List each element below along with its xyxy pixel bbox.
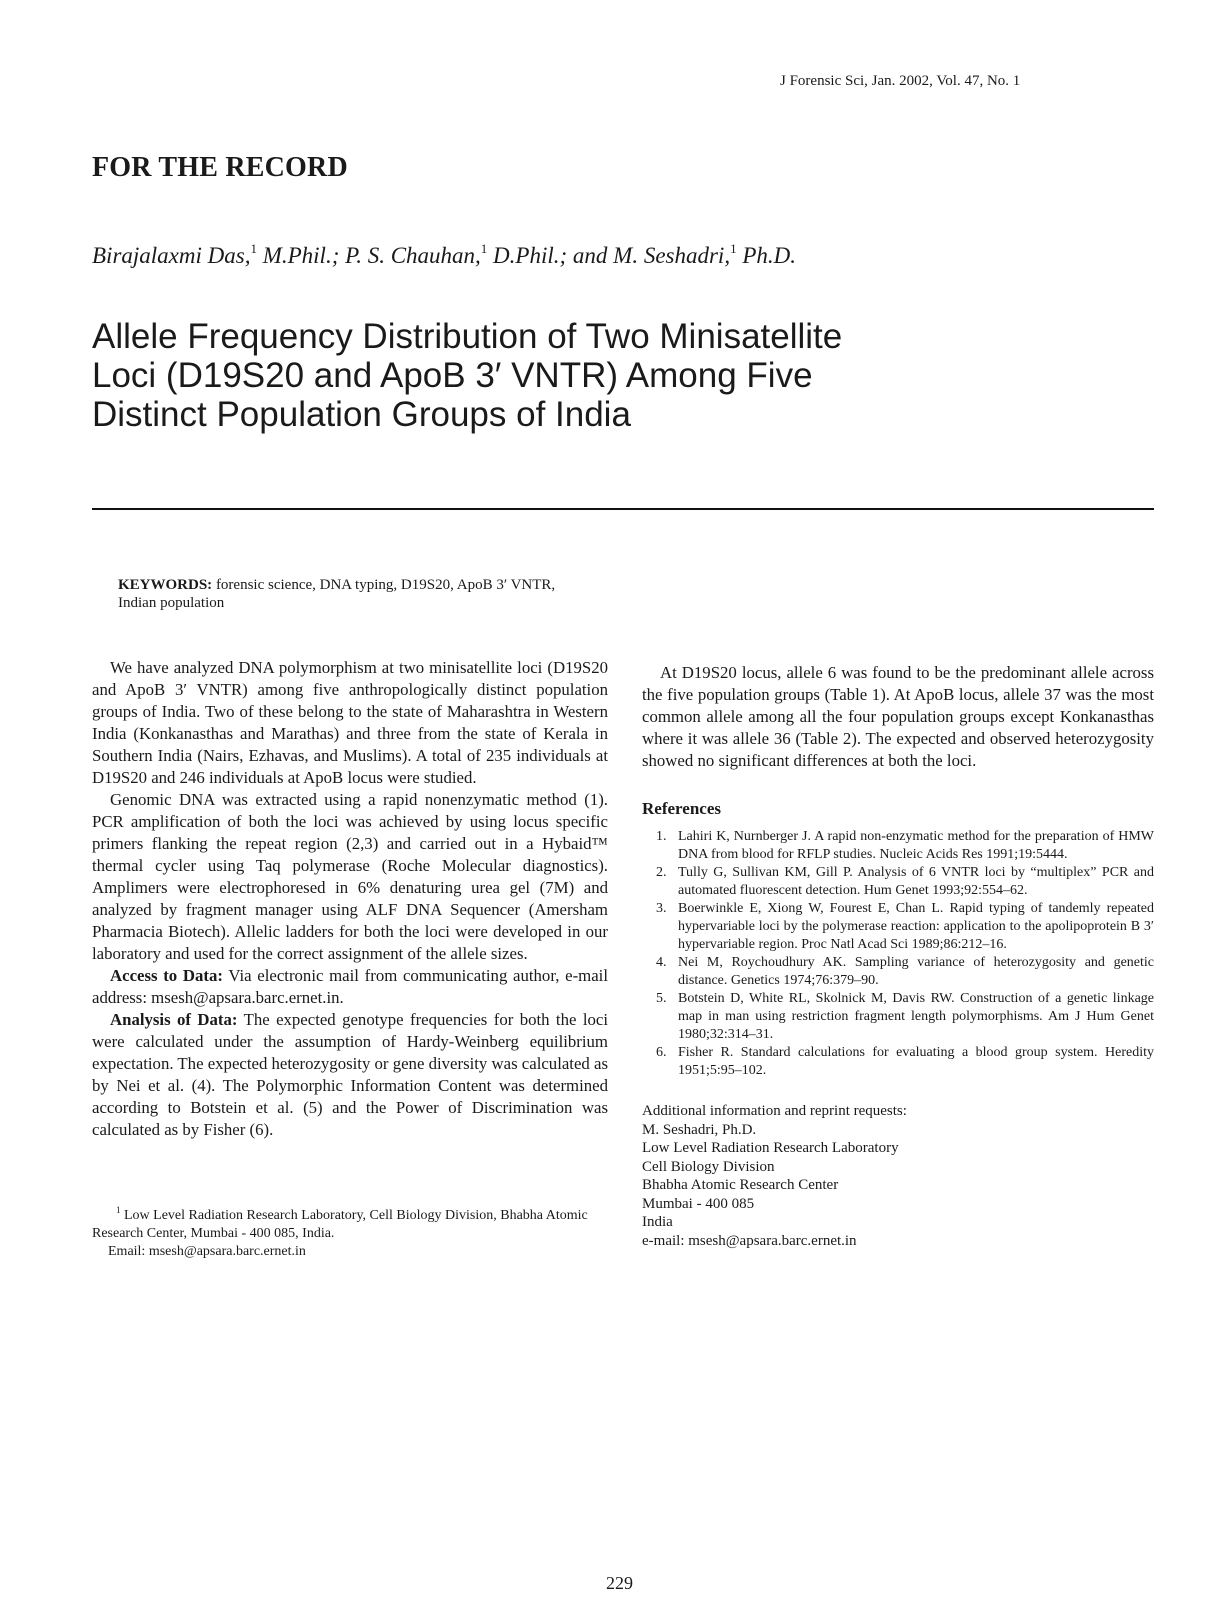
analysis-label: Analysis of Data: (110, 1010, 238, 1029)
author-name: Birajalaxmi Das, (92, 243, 251, 268)
contact-line: Low Level Radiation Research Laboratory (642, 1140, 899, 1156)
section-heading: FOR THE RECORD (92, 152, 348, 183)
contact-line: India (642, 1214, 673, 1230)
title-line: Allele Frequency Distribution of Two Minisatellite (92, 317, 843, 356)
contact-line: Mumbai - 400 085 (642, 1195, 755, 1212)
author-degree: Ph.D. (736, 243, 796, 268)
contact-line: M. Seshadri, Ph.D. (642, 1121, 757, 1138)
article-title (92, 317, 992, 434)
access-text: Via electronic mail from communicating author, e-mail address: msesh@apsara.barc.ernet.in. (92, 966, 608, 1007)
analysis-text: The expected genotype frequencies for both the loci were calculated under the assumption of Hardy-Weinberg equilibrium expectation. The expected heterozygosity or gene diversity was calculated as by Nei et al. (4). The Polymorphic Information Content was determined according to Botstein et al. (5) and the Power of Discrimination was calculated as by Fisher (6). (92, 1010, 608, 1139)
reference-item (642, 990, 1154, 1044)
title-line: Distinct Population Groups of India (92, 395, 631, 434)
title-line: Loci (D19S20 and ApoB 3′ VNTR) Among Five (92, 356, 813, 395)
left-column (92, 576, 608, 1141)
reference-text: Boerwinkle E, Xiong W, Fourest E, Chan L. Rapid typing of tandemly repeated hypervariable loci by the polymerase reaction: application to the apolipoprotein B 3′ hypervariable region. Proc Natl Acad Sci 1989;86:212–16. (678, 901, 1154, 952)
page-number: 229 (606, 1573, 633, 1593)
reference-item (642, 1044, 1154, 1080)
author-name: P. S. Chauhan, (345, 243, 481, 268)
contact-line: Additional information and reprint requests: (642, 1103, 907, 1119)
reference-number: 2. (656, 865, 667, 880)
footnote-marker: 1 (116, 1205, 121, 1215)
footnote-block (92, 1201, 608, 1261)
access-label: Access to Data: (110, 966, 223, 985)
footnote-text: Low Level Radiation Research Laboratory, Cell Biology Division, Bhabha Atomic Research Center, Mumbai - 400 085, India. (92, 1208, 588, 1241)
contact-email: e-mail: msesh@apsara.barc.ernet.in (642, 1232, 857, 1249)
right-column (642, 571, 1154, 1250)
reference-number: 4. (656, 955, 667, 970)
body-paragraph: At D19S20 locus, allele 6 was found to be the predominant allele across the five population groups (Table 1). At ApoB locus, allele 37 was the most common allele among all the four population groups except Konkanasthas where it was allele 36 (Table 2). The expected and observed heterozygosity showed no significant differences at both the loci. (642, 663, 1154, 770)
reference-text: Nei M, Roychoudhury AK. Sampling variance of heterozygosity and genetic distance. Genetics 1974;76:379–90. (678, 955, 1154, 988)
access-to-data-paragraph (92, 965, 608, 1009)
reprint-contact (642, 1102, 1154, 1250)
body-paragraph: We have analyzed DNA polymorphism at two minisatellite loci (D19S20 and ApoB 3′ VNTR) among five anthropologically distinct population groups of India. Two of these belong to the state of Maharashtra in Western India (Konkanasthas and Marathas) and three from the state of Kerala in Southern India (Nairs, Ezhavas, and Muslims). A total of 235 individuals at D19S20 and 246 individuals at ApoB locus were studied. (92, 658, 608, 787)
column-continuation-spacer (642, 571, 1154, 662)
contact-line: Bhabha Atomic Research Center (642, 1177, 839, 1193)
keywords-text: forensic science, DNA typing, D19S20, ApoB 3′ VNTR, Indian population (118, 577, 556, 611)
analysis-of-data-paragraph (92, 1009, 608, 1141)
reference-item (642, 954, 1154, 990)
footnote-email: Email: msesh@apsara.barc.ernet.in (108, 1244, 306, 1259)
reference-text: Tully G, Sullivan KM, Gill P. Analysis of 6 VNTR loci by “multiplex” PCR and automated fluorescent detection. Hum Genet 1993;92:554–62. (678, 865, 1154, 898)
reference-number: 5. (656, 991, 667, 1006)
references-heading: References (642, 799, 721, 818)
reference-item (642, 864, 1154, 900)
footnote-text-line (92, 1201, 608, 1243)
affiliation-marker: 1 (250, 241, 257, 256)
author-line (92, 241, 796, 269)
keywords (118, 576, 583, 612)
reference-item (642, 828, 1154, 864)
reference-number: 3. (656, 901, 667, 916)
reference-item (642, 900, 1154, 954)
journal-header: J Forensic Sci, Jan. 2002, Vol. 47, No. 1 (780, 73, 1021, 89)
body-paragraph: Genomic DNA was extracted using a rapid nonenzymatic method (1). PCR amplification of both the loci was achieved by using locus specific primers flanking the repeat region (2,3) and carried out in a Hybaid™ thermal cycler using Taq polymerase (Roche Molecular diagnostics). Amplimers were electrophoresed in 6% denaturing urea gel (7M) and analyzed by fragment manager using ALF DNA Sequencer (Amersham Pharmacia Biotech). Allelic ladders for both the loci were developed in our laboratory and used for the correct assignment of the allele sizes. (92, 790, 608, 963)
affiliation-marker: 1 (730, 241, 737, 256)
affiliation-marker: 1 (480, 241, 488, 256)
keywords-label: KEYWORDS: (118, 577, 213, 593)
reference-number: 6. (656, 1045, 667, 1060)
reference-number: 1. (656, 829, 667, 844)
references-list (642, 828, 1154, 1080)
title-divider (92, 508, 1154, 510)
contact-line: Cell Biology Division (642, 1158, 775, 1175)
affiliation-footnote (92, 1201, 608, 1261)
author-degree: M.Phil.; (256, 243, 346, 268)
author-name: M. Seshadri, (613, 243, 731, 268)
reference-text: Lahiri K, Nurnberger J. A rapid non-enzymatic method for the preparation of HMW DNA from blood for RFLP studies. Nucleic Acids Res 1991;19:5444. (678, 829, 1154, 862)
reference-text: Botstein D, White RL, Skolnick M, Davis RW. Construction of a genetic linkage map in man using restriction fragment length polymorphisms. Am J Hum Genet 1980;32:314–31. (678, 991, 1154, 1042)
reference-text: Fisher R. Standard calculations for evaluating a blood group system. Heredity 1951;5:95–102. (678, 1045, 1154, 1078)
author-degree: D.Phil.; and (487, 243, 614, 268)
